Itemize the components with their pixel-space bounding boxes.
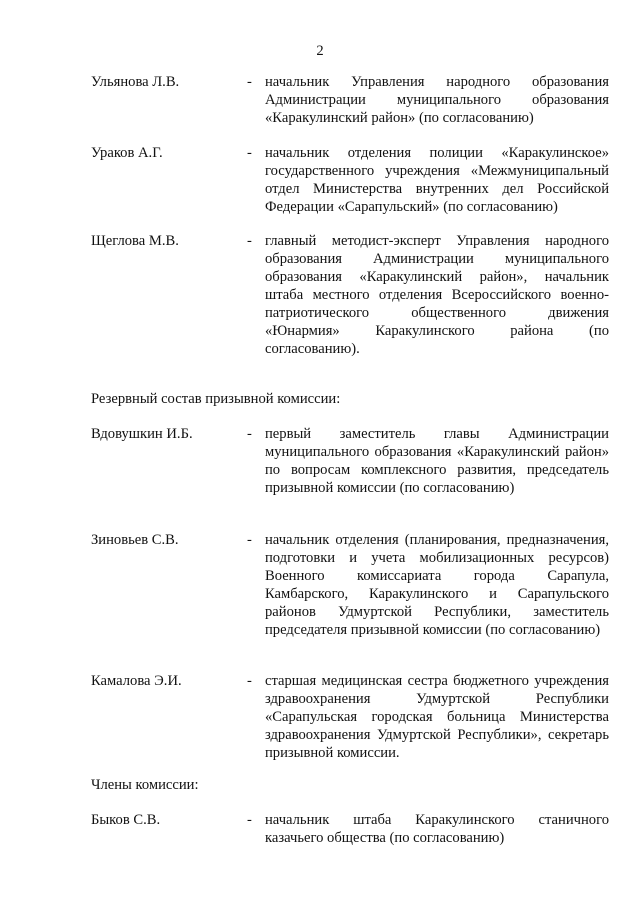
members-heading: Члены комиссии: xyxy=(91,777,199,793)
entry-dash: - xyxy=(247,673,252,689)
member-role: начальник отделения полиции «Каракулинское» государственного учреждения «Межмуниципальный отдел Министерства внутренних дел Российской Федерации «Сарапульский» (по согласованию) xyxy=(265,145,609,215)
member-name: Зиновьев С.В. xyxy=(91,532,179,548)
member-role: начальник Управления народного образования Администрации муниципального образования «Каракулинский район» (по согласованию) xyxy=(265,74,609,126)
entry-dash: - xyxy=(247,426,252,442)
member-name: Камалова Э.И. xyxy=(91,673,182,689)
member-name: Быков С.В. xyxy=(91,812,161,828)
entry-dash: - xyxy=(247,145,252,161)
member-role: старшая медицинская сестра бюджетного учреждения здравоохранения Удмуртской Республики «Сарапульская городская больница Министерства здравоохранения Удмуртской Республики», секретарь призывной комиссии. xyxy=(265,673,609,761)
member-name: Ульянова Л.В. xyxy=(91,74,180,90)
entry-dash: - xyxy=(247,812,252,828)
entry-dash: - xyxy=(247,532,252,548)
member-role: начальник отделения (планирования, предназначения, подготовки и учета мобилизационных ресурсов) Военного комиссариата города Сарапула, Камбарского, Каракулинского и Сарапульского районов Удмуртской Республики, заместитель председателя призывной комиссии (по согласованию) xyxy=(265,532,609,638)
member-role: главный методист-эксперт Управления народного образования Администрации муниципального образования «Каракулинский район», начальник штаба местного отделения Всероссийского военно-патриотического общественного движения «Юнармия» Каракулинского района (по согласованию). xyxy=(265,233,609,357)
member-name: Щеглова М.В. xyxy=(91,233,179,249)
member-role: начальник штаба Каракулинского станичного казачьего общества (по согласованию) xyxy=(265,812,609,846)
reserve-heading: Резервный состав призывной комиссии: xyxy=(91,391,341,407)
member-name: Ураков А.Г. xyxy=(91,145,163,161)
page-number: 2 xyxy=(316,43,324,59)
entry-dash: - xyxy=(247,74,252,90)
member-role: первый заместитель главы Администрации муниципального образования «Каракулинский район» по вопросам комплексного развития, председатель призывной комиссии (по согласованию) xyxy=(265,426,609,496)
member-name: Вдовушкин И.Б. xyxy=(91,426,193,442)
entry-dash: - xyxy=(247,233,252,249)
